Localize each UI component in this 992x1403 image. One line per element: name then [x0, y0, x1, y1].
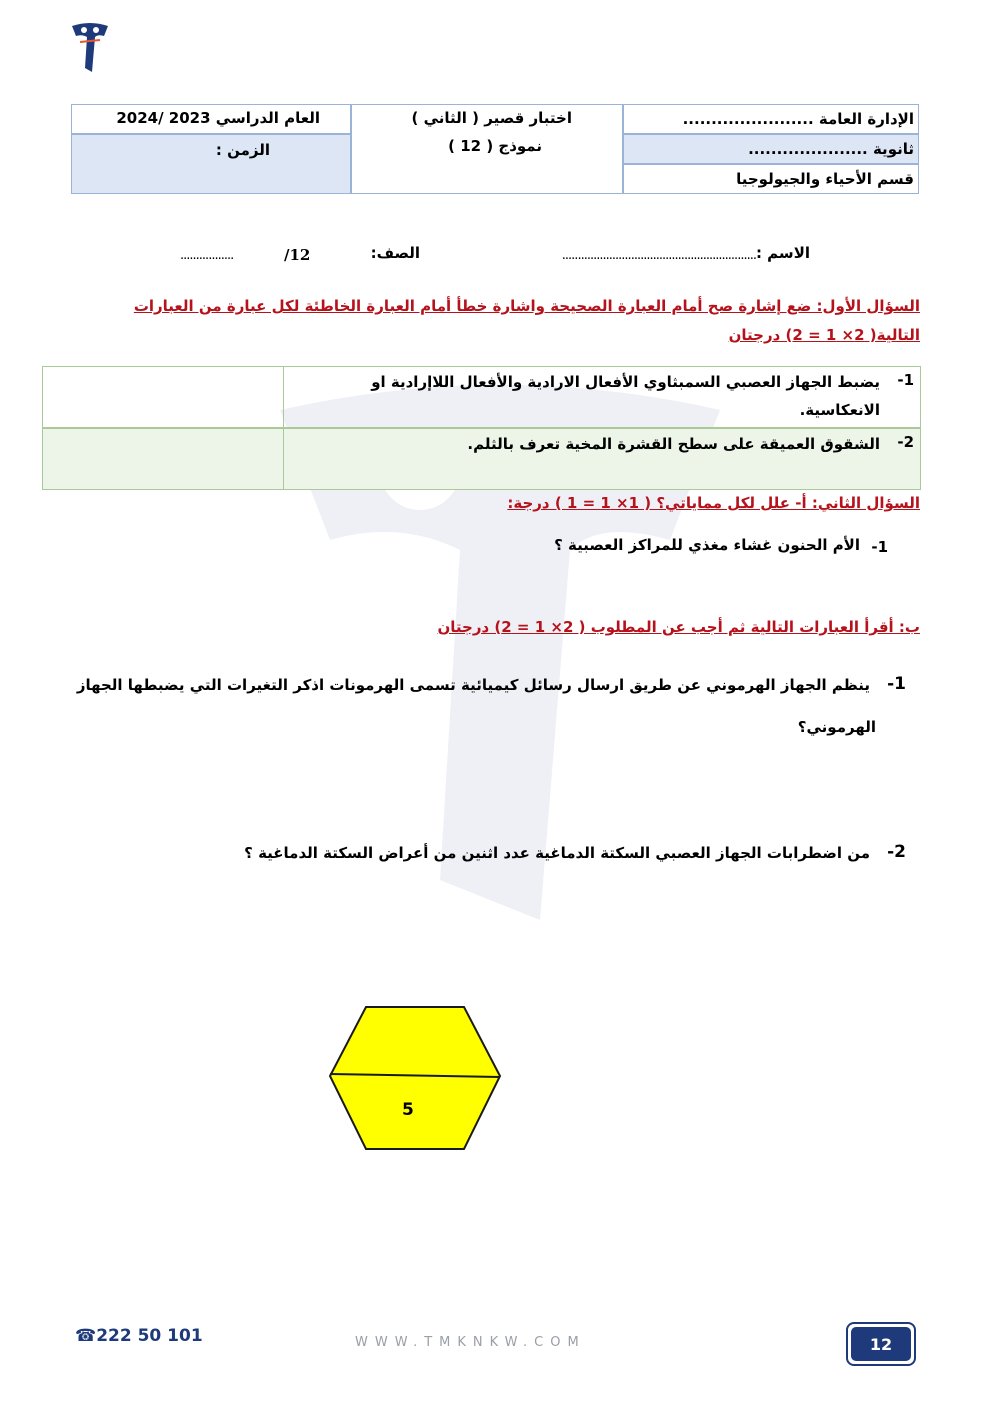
tf-row-1-text: يضبط الجهاز العصبي السمبثاوي الأفعال الارادية والأفعال اللاإرادية او [371, 373, 880, 391]
year-cell [71, 104, 351, 134]
answer-cell-2[interactable] [43, 429, 284, 489]
answer-cell-1[interactable] [43, 367, 284, 427]
class-label: الصف: [370, 244, 420, 262]
tf-row-1 [42, 366, 921, 428]
phone-icon: ☎ [75, 1326, 97, 1346]
school-label: ثانوية ..................... [748, 140, 914, 158]
q2-b-title: ب: أقرأ العبارات التالية ثم أجب عن المطلوب ( 2× 1 = 2) درجتان [437, 618, 920, 636]
department-cell [623, 164, 919, 194]
tf-row-2 [42, 428, 921, 490]
page-number: 12 [851, 1327, 911, 1361]
score-blank[interactable]: ................. [180, 248, 234, 263]
score-hexagon [326, 1004, 504, 1152]
exam-title: اختبار قصير ( الثاني ) [411, 109, 572, 127]
tf-row-1-text-cont: الانعكاسية. [799, 401, 880, 419]
school-cell [623, 134, 919, 164]
school-logo-icon [70, 18, 110, 74]
time-cell [71, 134, 351, 194]
phone-number: 222 50 101 [96, 1326, 203, 1346]
admin-label: الإدارة العامة ....................... [682, 110, 914, 128]
tf-row-2-text: الشقوق العميقة على سطح القشرة المخية تعرف بالثلم. [467, 435, 880, 453]
q2-b1-text: ينظم الجهاز الهرموني عن طريق ارسال رسائل كيميائية تسمى الهرمونات اذكر التغيرات التي يضبطها الجهاز [76, 676, 870, 694]
q2-b1-text-cont: الهرموني؟ [797, 718, 876, 736]
q2-b1-number: 1- [887, 674, 906, 694]
footer-website[interactable]: WWW.TMKNKW.COM [355, 1335, 586, 1350]
q2-item1-number: 1- [871, 538, 888, 556]
score-value: 5 [402, 1100, 414, 1120]
admin-cell [623, 104, 919, 134]
q2-b2-number: 2- [887, 842, 906, 862]
time-label: الزمن : [215, 141, 270, 159]
department-label: قسم الأحياء والجيولوجيا [736, 170, 914, 188]
q2-b2-text: من اضطرابات الجهاز العصبي السكتة الدماغية عدد اثنين من أعراض السكتة الدماغية ؟ [244, 844, 870, 862]
tf-row-2-number: 2- [897, 433, 914, 451]
page-number-badge [846, 1322, 916, 1366]
q1-title-line1: السؤال الأول: ضع إشارة صح أمام العبارة الصحيحة واشارة خطأ أمام العبارة الخاطئة لكل عبارة من العبارات [133, 297, 920, 315]
q2-title: السؤال الثاني: أ- علل لكل مماياتي؟ ( 1× 1 = 1 ) درجة: [507, 494, 920, 512]
exam-cell [351, 104, 623, 194]
tf-row-1-number: 1- [897, 371, 914, 389]
academic-year: العام الدراسي 2023 /2024 [116, 109, 320, 127]
footer-phone [75, 1326, 203, 1346]
name-blank[interactable]: .............................................................. [561, 248, 756, 263]
q1-title-line2: التالية( 2× 1 = 2) درجتان [728, 326, 920, 344]
header-table [71, 104, 919, 194]
exam-model: نموذج ( 12 ) [448, 137, 542, 155]
q2-item1-text: الأم الحنون غشاء مغذي للمراكز العصبية ؟ [554, 536, 860, 554]
score-total: 12/ [284, 246, 311, 264]
name-label: الاسم : [755, 244, 810, 262]
